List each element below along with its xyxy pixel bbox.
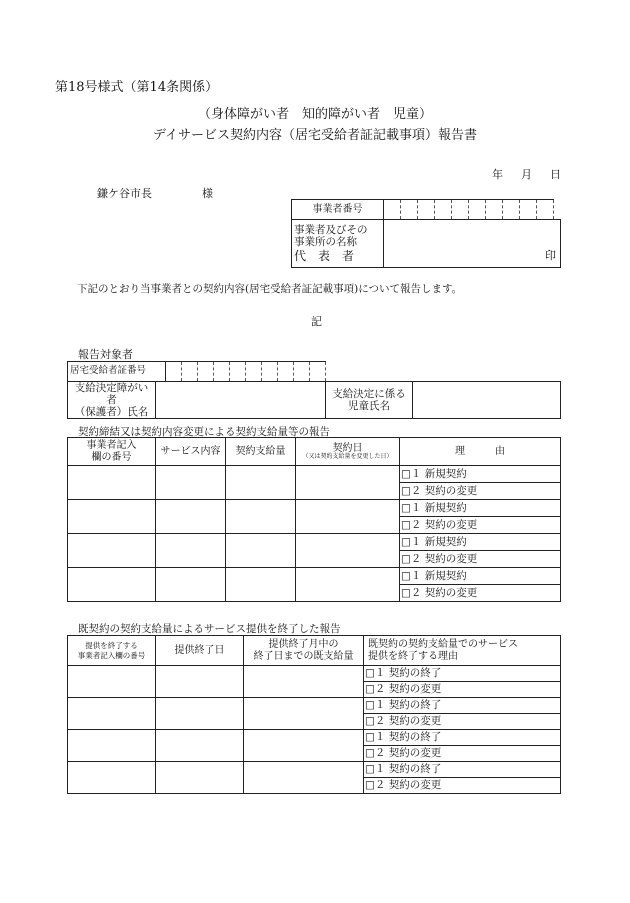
cert-number-digit[interactable]: [230, 362, 246, 382]
contract-col-amount: 契約支給量: [226, 438, 296, 466]
provider-number-digit[interactable]: [486, 200, 503, 220]
contract-amount-cell[interactable]: [226, 534, 296, 568]
contract-date-cell[interactable]: [296, 500, 400, 534]
reason-contract-end-checkbox[interactable]: □１ 契約の終了: [364, 762, 561, 778]
child-name-field[interactable]: [413, 382, 561, 419]
reason-contract-end-checkbox[interactable]: □１ 契約の終了: [364, 698, 561, 714]
contract-entry-cell[interactable]: [68, 466, 156, 500]
provider-number-digit[interactable]: [401, 200, 418, 220]
reason-new-contract-checkbox[interactable]: □１ 新規契約: [400, 568, 561, 585]
date-day-label: 日: [550, 168, 561, 181]
provider-table: [291, 199, 561, 268]
termination-used-cell[interactable]: [244, 698, 364, 730]
reason-contract-change-checkbox[interactable]: □２ 契約の変更: [400, 483, 561, 500]
termination-used-cell[interactable]: [244, 666, 364, 698]
title-line-2: デイサービス契約内容（居宅受給者証記載事項）報告書: [152, 128, 478, 143]
termination-entry-cell[interactable]: [68, 730, 156, 762]
contract-col-entry-2: 欄の番号: [91, 451, 132, 463]
cert-number-digit[interactable]: [310, 362, 326, 382]
contract-service-cell[interactable]: [156, 466, 226, 500]
termination-col-reason-2: 提供を終了する理由: [368, 650, 458, 662]
provider-rep-label: 代 表 者: [294, 248, 355, 263]
reason-contract-end-checkbox[interactable]: □１ 契約の終了: [364, 730, 561, 746]
reason-new-contract-checkbox[interactable]: □１ 新規契約: [400, 500, 561, 517]
termination-table: [67, 635, 561, 794]
termination-end-date-cell[interactable]: [156, 762, 244, 794]
contract-heading: 契約締結又は契約内容変更による契約支給量等の報告: [78, 426, 330, 438]
termination-col-entry-1: 提供を終了する: [85, 640, 138, 650]
seal-mark: 印: [545, 249, 556, 263]
provider-name-label-1: 事業者及びその: [294, 223, 368, 236]
ki-label: 記: [311, 315, 322, 328]
contract-table: [67, 437, 561, 602]
contract-amount-cell[interactable]: [226, 500, 296, 534]
termination-used-cell[interactable]: [244, 762, 364, 794]
contract-entry-cell[interactable]: [68, 568, 156, 602]
contract-col-entry-1: 事業者記入: [86, 440, 137, 451]
termination-col-used-1: 提供終了月中の: [268, 639, 339, 650]
contract-col-date: 契約日: [332, 442, 363, 454]
contract-col-service: サービス内容: [156, 438, 226, 466]
termination-entry-cell[interactable]: [68, 762, 156, 794]
contract-col-date-note: （又は契約支給量を変更した日）: [302, 453, 393, 461]
reason-contract-change-checkbox[interactable]: □２ 契約の変更: [364, 746, 561, 762]
guardian-name-field[interactable]: [156, 382, 326, 419]
termination-entry-cell[interactable]: [68, 698, 156, 730]
contract-amount-cell[interactable]: [226, 466, 296, 500]
contract-service-cell[interactable]: [156, 568, 226, 602]
termination-heading: 既契約の契約支給量によるサービス提供を終了した報告: [78, 623, 341, 635]
reason-new-contract-checkbox[interactable]: □１ 新規契約: [400, 466, 561, 483]
cert-number-label: 居宅受給者証番号: [68, 362, 166, 382]
reason-contract-change-checkbox[interactable]: □２ 契約の変更: [364, 714, 561, 730]
cert-number-digit[interactable]: [262, 362, 278, 382]
child-label-1: 支給決定に係る: [332, 388, 406, 401]
provider-number-digit[interactable]: [384, 200, 401, 220]
reason-contract-change-checkbox[interactable]: □２ 契約の変更: [364, 778, 561, 794]
contract-col-reason: 理 由: [400, 438, 561, 466]
termination-col-reason-1: 既契約の契約支給量でのサービス: [368, 639, 518, 650]
reason-contract-change-checkbox[interactable]: □２ 契約の変更: [400, 517, 561, 534]
contract-service-cell[interactable]: [156, 534, 226, 568]
cert-number-digit[interactable]: [166, 362, 182, 382]
cert-number-digit[interactable]: [214, 362, 230, 382]
provider-number-digit[interactable]: [435, 200, 452, 220]
provider-number-digit[interactable]: [418, 200, 435, 220]
cert-number-digit[interactable]: [294, 362, 310, 382]
form-number: 第18号様式（第14条関係）: [55, 80, 219, 95]
guardian-label-2: （保護者）氏名: [74, 406, 149, 419]
termination-end-date-cell[interactable]: [156, 730, 244, 762]
child-label-2: 児童氏名: [348, 400, 390, 413]
provider-number-digit[interactable]: [520, 200, 537, 220]
guardian-label-1: 支給決定障がい者: [74, 382, 149, 407]
termination-end-date-cell[interactable]: [156, 698, 244, 730]
provider-name-label-2: 事業所の名称: [294, 236, 357, 249]
reason-contract-end-checkbox[interactable]: □１ 契約の終了: [364, 666, 561, 682]
termination-entry-cell[interactable]: [68, 666, 156, 698]
reason-contract-change-checkbox[interactable]: □２ 契約の変更: [400, 551, 561, 568]
subject-heading: 報告対象者: [78, 348, 133, 361]
addressee-honorific: 様: [202, 187, 213, 200]
provider-number-label: 事業者番号: [292, 200, 384, 220]
reason-new-contract-checkbox[interactable]: □１ 新規契約: [400, 534, 561, 551]
cert-number-digit[interactable]: [246, 362, 262, 382]
reason-contract-change-checkbox[interactable]: □２ 契約の変更: [400, 585, 561, 602]
cert-number-table: [67, 361, 326, 382]
addressee-name: 鎌ケ谷市長: [97, 187, 152, 200]
contract-date-cell[interactable]: [296, 534, 400, 568]
termination-col-end-date: 提供終了日: [156, 636, 244, 666]
date-month-label: 月: [521, 168, 532, 181]
termination-col-entry-2: 事業者記入欄の番号: [77, 650, 146, 660]
reason-contract-change-checkbox[interactable]: □２ 契約の変更: [364, 682, 561, 698]
provider-number-digit[interactable]: [452, 200, 469, 220]
cert-number-digit[interactable]: [198, 362, 214, 382]
cert-number-digit[interactable]: [278, 362, 294, 382]
provider-number-digit[interactable]: [469, 200, 486, 220]
name-table: [67, 381, 561, 419]
termination-end-date-cell[interactable]: [156, 666, 244, 698]
termination-col-used-2: 終了日までの既支給量: [253, 650, 354, 662]
contract-service-cell[interactable]: [156, 500, 226, 534]
provider-number-digit[interactable]: [537, 200, 554, 220]
termination-used-cell[interactable]: [244, 730, 364, 762]
contract-date-cell[interactable]: [296, 568, 400, 602]
contract-entry-cell[interactable]: [68, 500, 156, 534]
date-year-label: 年: [492, 168, 503, 181]
provider-number-digit[interactable]: [503, 200, 520, 220]
intro-text: 下記のとおり当事業者との契約内容(居宅受給者証記載事項)について報告します。: [77, 283, 463, 295]
contract-amount-cell[interactable]: [226, 568, 296, 602]
provider-name-field[interactable]: [384, 220, 561, 268]
contract-date-cell[interactable]: [296, 466, 400, 500]
contract-entry-cell[interactable]: [68, 534, 156, 568]
cert-number-digit[interactable]: [182, 362, 198, 382]
title-line-1: （身体障がい者 知的障がい者 児童）: [197, 107, 432, 122]
